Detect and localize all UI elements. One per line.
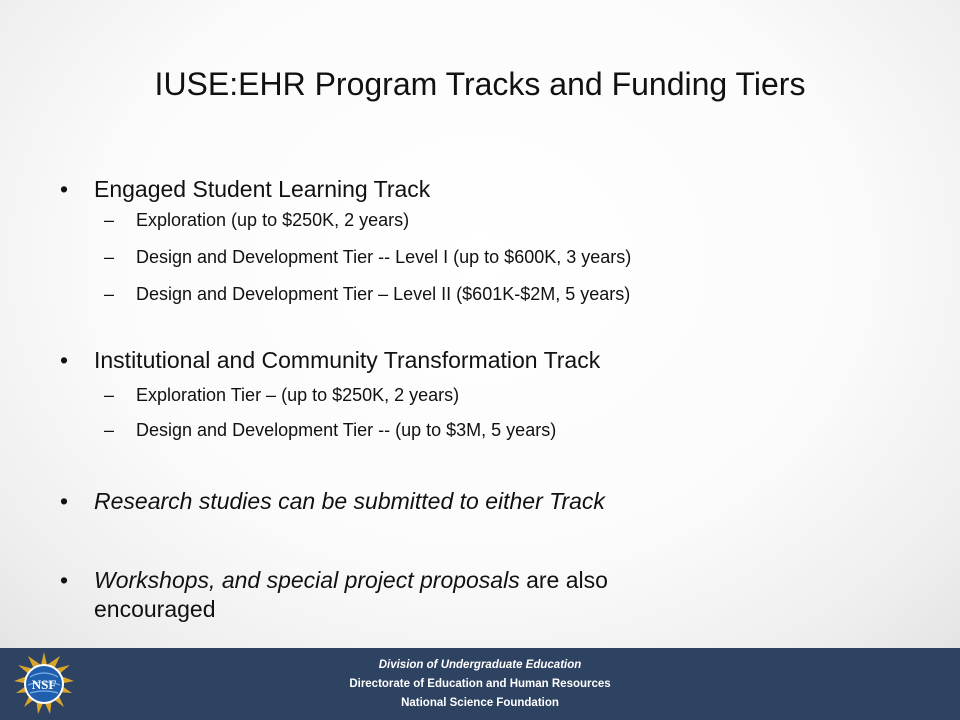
dash-icon: – [104,385,115,405]
bullet-icon: • [60,176,69,202]
workshops-plain-text: are also [519,567,608,593]
sub-bullet-text: Exploration Tier – (up to $250K, 2 years) [136,385,460,405]
dash-icon: – [104,420,115,440]
sub-bullet-text: Design and Development Tier – Level II ($601K-$2M, 5 years) [136,284,631,304]
bullet-icon: • [60,347,69,373]
slide-title: IUSE:EHR Program Tracks and Funding Tiers [154,66,806,102]
bullet-icon: • [60,488,69,514]
sub-bullet-text: Exploration (up to $250K, 2 years) [136,210,410,230]
dash-icon: – [104,210,115,230]
bullet-text-continued: encouraged [94,596,216,622]
seal-text: NSF [31,677,57,692]
bullet-text: Research studies can be submitted to either Track [94,488,605,514]
bullet-text: Engaged Student Learning Track [94,176,431,202]
footer-division: Division of Undergraduate Education [378,659,582,671]
footer-directorate: Directorate of Education and Human Resources [349,678,611,690]
footer-foundation: National Science Foundation [401,697,559,709]
sub-bullet-text: Design and Development Tier -- (up to $3M, 5 years) [136,420,557,440]
workshops-italic-text: Workshops, and special project proposals [94,567,520,593]
footer-bar [0,648,960,720]
dash-icon: – [104,284,115,304]
bullet-icon: • [60,567,69,593]
bullet-text: Institutional and Community Transformation Track [94,347,601,373]
dash-icon: – [104,247,115,267]
sub-bullet-text: Design and Development Tier -- Level I (up to $600K, 3 years) [136,247,632,267]
footer-text [0,656,960,713]
bullet-text [94,567,608,593]
nsf-seal-icon [12,651,76,717]
